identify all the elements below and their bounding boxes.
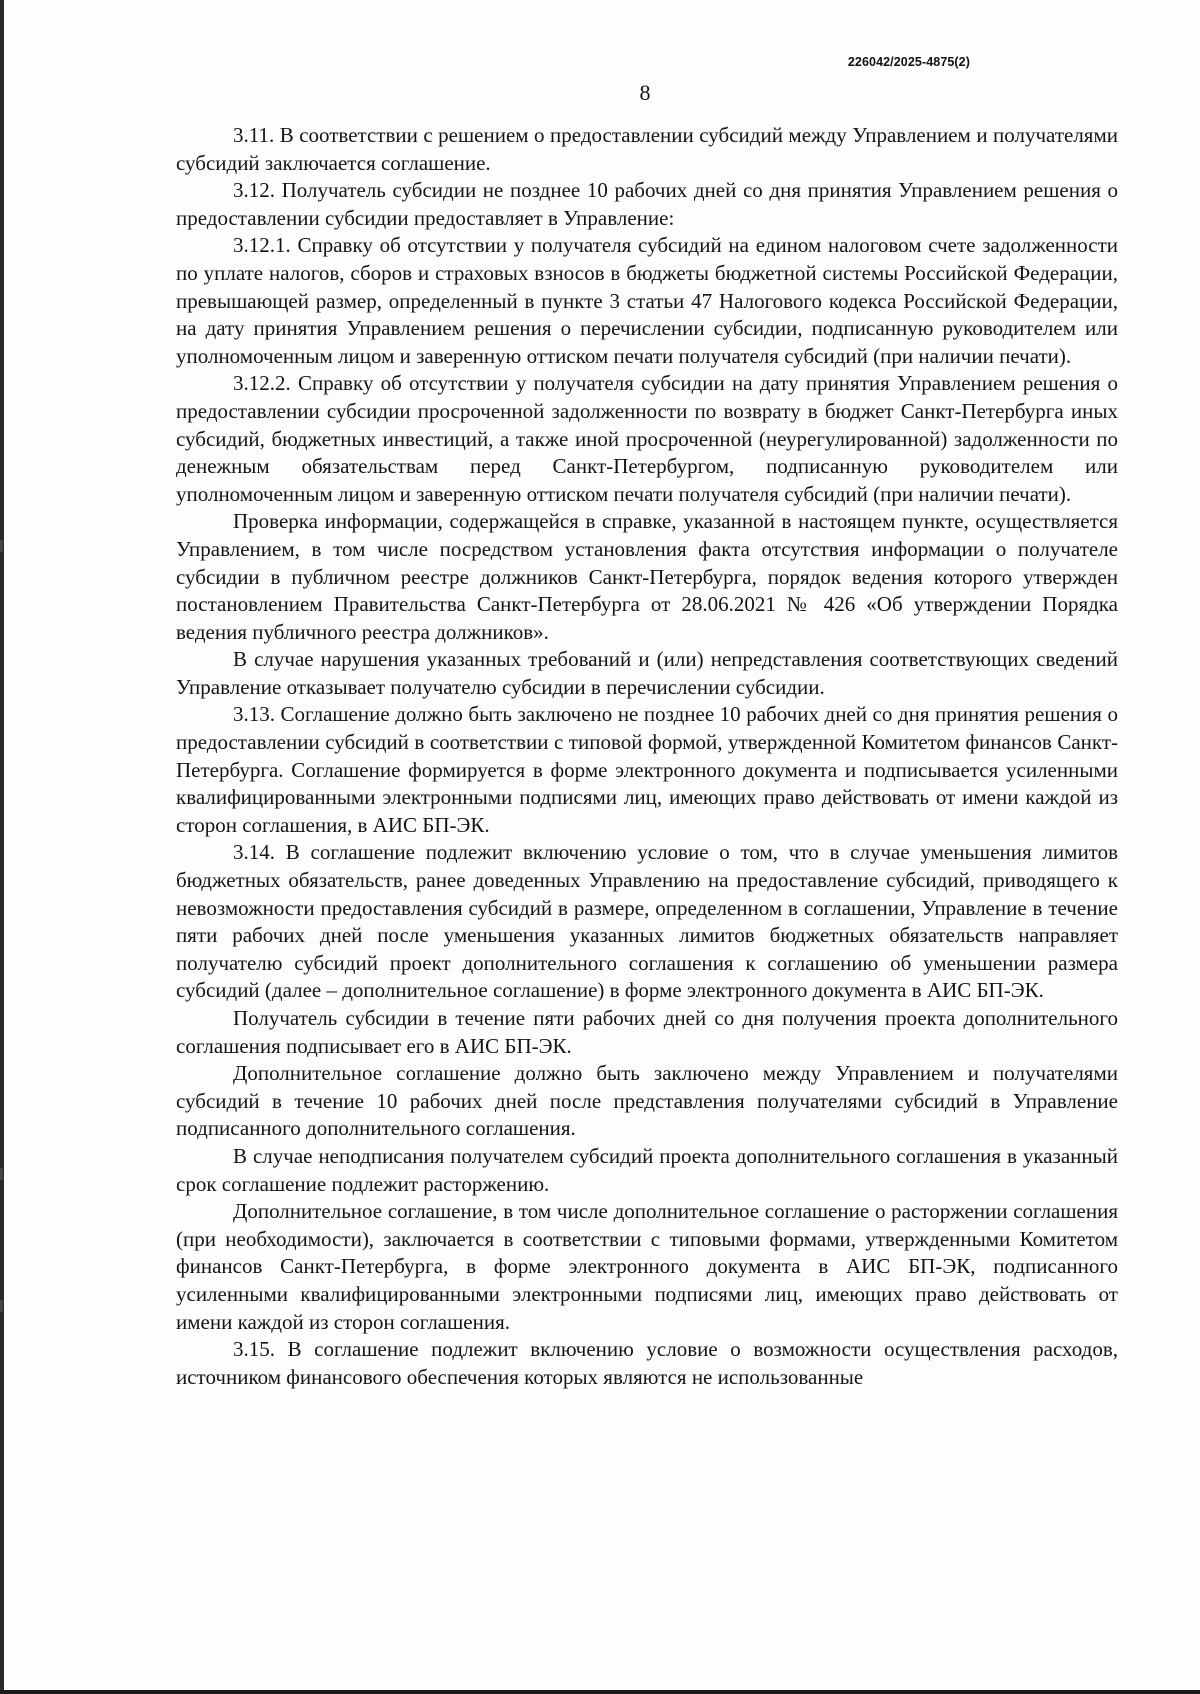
page-number: 8 bbox=[639, 80, 651, 105]
paragraph-recipient-signs: Получатель субсидии в течение пяти рабочих дней со дня получения проекта дополнительного соглашения подписывает его в АИС БП-ЭК. bbox=[176, 1006, 1118, 1058]
paragraph-verification: Проверка информации, содержащейся в справке, указанной в настоящем пункте, осуществляется Управлением, в том числе посредством установления факта отсутствия информации о получателе субсидии в публичном реестре должников Санкт-Петербурга, порядок ведения которого утвержден постановлением Правительства Санкт-Петербурга от 28.06.2021 № 426 «Об утверждении Порядка ведения публичного реестра должников». bbox=[176, 509, 1118, 644]
paragraph-3-12-2: 3.12.2. Справку об отсутствии у получателя субсидии на дату принятия Управлением решения о предоставлении субсидии просроченной задолженности по возврату в бюджет Санкт-Петербурга иных субсидий, бюджетных инвестиций, а также иной просроченной (неурегулированной) задолженности по денежным обязательствам перед Санкт-Петербургом, подписанную руководителем или уполномоченным лицом и заверенную оттиском печати получателя субсидий (при наличии печати). bbox=[176, 371, 1118, 506]
paragraph-termination: Дополнительное соглашение, в том числе дополнительное соглашение о расторжении соглашения (при необходимости), заключается в соответствии с типовыми формами, утвержденными Комитетом финансов Санкт-Петербурга, в форме электронного документа в АИС БП-ЭК, подписанного усиленными квалифицированными электронными подписями лиц, имеющих право действовать от имени каждой из сторон соглашения. bbox=[176, 1199, 1118, 1334]
paragraph-3-12: 3.12. Получатель субсидии не позднее 10 рабочих дней со дня принятия Управлением решения о предоставлении субсидии предоставляет в Управление: bbox=[176, 178, 1118, 230]
paragraph-3-15: 3.15. В соглашение подлежит включению условие о возможности осуществления расходов, источником финансового обеспечения которых являются не использованные bbox=[176, 1337, 1118, 1389]
paragraph-violation: В случае нарушения указанных требований и (или) непредставления соответствующих сведений Управление отказывает получателю субсидии в перечислении субсидии. bbox=[176, 647, 1118, 699]
scan-mark bbox=[0, 1300, 3, 1312]
document-registration-code: 226042/2025-4875(2) bbox=[847, 55, 970, 69]
paragraph-additional-agreement: Дополнительное соглашение должно быть заключено между Управлением и получателями субсидий в течение 10 рабочих дней после представления получателями субсидий в Управление подписанного дополнительного соглашения. bbox=[176, 1061, 1118, 1141]
paragraph-3-13: 3.13. Соглашение должно быть заключено не позднее 10 рабочих дней со дня принятия решения о предоставлении субсидий в соответствии с типовой формой, утвержденной Комитетом финансов Санкт-Петербурга. Соглашение формируется в форме электронного документа и подписывается усиленными квалифицированными электронными подписями лиц, имеющих право действовать от имени каждой из сторон соглашения, в АИС БП-ЭК. bbox=[176, 702, 1118, 837]
document-body bbox=[176, 122, 1118, 1391]
paragraph-3-14: 3.14. В соглашение подлежит включению условие о том, что в случае уменьшения лимитов бюджетных обязательств, ранее доведенных Управлению на предоставление субсидий, приводящего к невозможности предоставления субсидий в размере, определенном в соглашении, Управление в течение пяти рабочих дней после уменьшения указанных лимитов бюджетных обязательств направляет получателю субсидий проект дополнительного соглашения к соглашению об уменьшении размера субсидий (далее – дополнительное соглашение) в форме электронного документа в АИС БП-ЭК. bbox=[176, 840, 1118, 1003]
paragraph-non-signing: В случае неподписания получателем субсидий проекта дополнительного соглашения в указанный срок соглашение подлежит расторжению. bbox=[176, 1143, 1118, 1196]
scan-left-edge bbox=[0, 0, 4, 1694]
paragraph-3-12-1: 3.12.1. Справку об отсутствии у получателя субсидий на едином налоговом счете задолженности по уплате налогов, сборов и страховых взносов в бюджеты бюджетной системы Российской Федерации, превышающей размер, определенный в пункте 3 статьи 47 Налогового кодекса Российской Федерации, на дату принятия Управлением решения о перечислении субсидии, подписанную руководителем или уполномоченным лицом и заверенную оттиском печати получателя субсидий (при наличии печати). bbox=[176, 233, 1118, 368]
scan-mark bbox=[0, 1168, 3, 1180]
scan-mark bbox=[0, 540, 3, 552]
scan-bottom-edge bbox=[0, 1690, 1200, 1694]
paragraph-3-11: 3.11. В соответствии с решением о предоставлении субсидий между Управлением и получателями субсидий заключается соглашение. bbox=[176, 123, 1118, 175]
